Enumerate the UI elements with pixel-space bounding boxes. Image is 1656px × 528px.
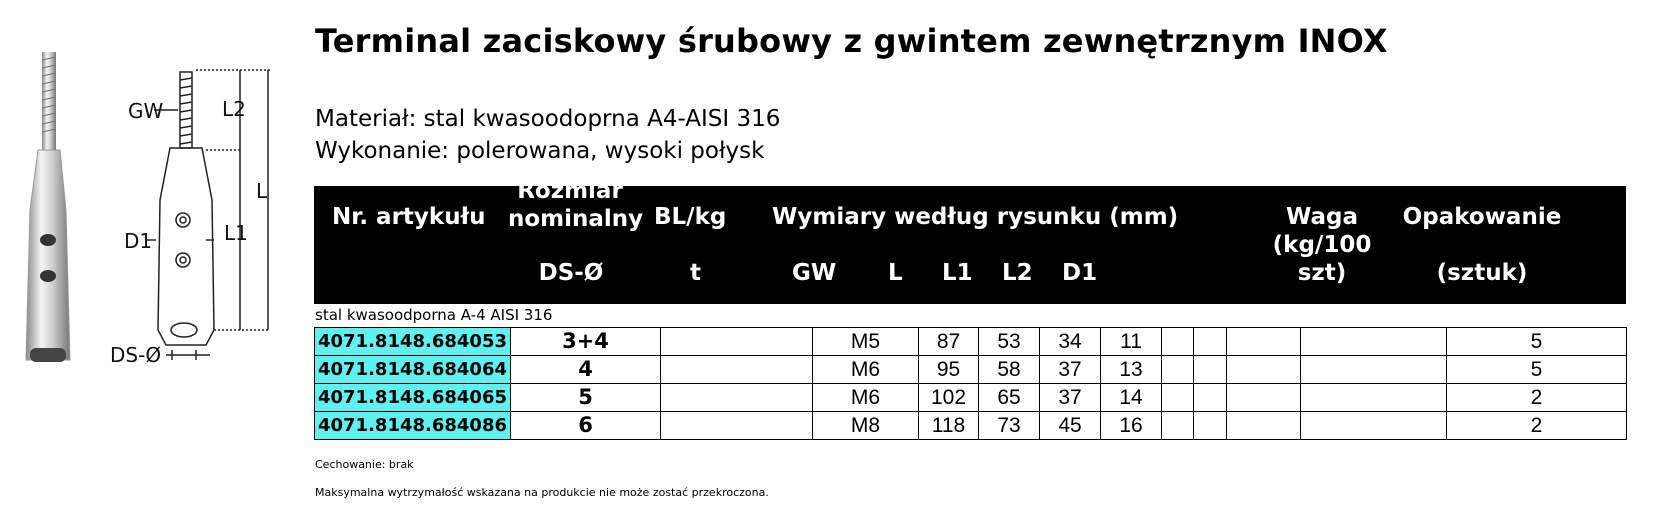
product-drawing (0, 0, 310, 528)
l1-cell: 53 (979, 328, 1040, 356)
empty-cell (1227, 328, 1301, 356)
table-row (315, 384, 1627, 412)
table-subheading: stal kwasoodporna A-4 AISI 316 (315, 306, 553, 324)
l-cell: 102 (919, 384, 979, 412)
header-bl-sub: t (690, 260, 701, 286)
bl-cell (661, 412, 813, 440)
l1-cell: 65 (979, 384, 1040, 412)
header-nominal-top: Rozmiar (517, 178, 623, 204)
article-cell: 4071.8148.684064 (315, 356, 511, 384)
header-dims: Wymiary według rysunku (mm) (772, 204, 1179, 230)
header-article: Nr. artykułu (332, 204, 486, 230)
pack-cell: 5 (1447, 328, 1627, 356)
table-row (315, 412, 1627, 440)
header-nominal-mid: nominalny (508, 206, 644, 232)
empty-cell (1194, 356, 1227, 384)
label-l: L (256, 179, 268, 203)
header-pack-sub: (sztuk) (1436, 260, 1528, 286)
header-weight-3: szt) (1297, 260, 1347, 286)
bl-cell (661, 356, 813, 384)
l-cell: 118 (919, 412, 979, 440)
empty-cell (1162, 356, 1194, 384)
l1-cell: 73 (979, 412, 1040, 440)
empty-cell (1227, 384, 1301, 412)
gw-cell: M8 (813, 412, 919, 440)
gw-cell: M5 (813, 328, 919, 356)
marking-note: Cechowanie: brak (315, 458, 414, 471)
weight-cell (1301, 412, 1447, 440)
empty-cell (1194, 412, 1227, 440)
product-table (314, 327, 1627, 440)
article-cell: 4071.8148.684086 (315, 412, 511, 440)
empty-cell (1162, 384, 1194, 412)
label-gw: GW (128, 99, 164, 123)
table-row (315, 356, 1627, 384)
header-l: L (888, 260, 903, 286)
material-line: Materiał: stal kwasoodoprna A4-AISI 316 (315, 106, 781, 132)
empty-cell (1194, 328, 1227, 356)
finish-line: Wykonanie: polerowana, wysoki połysk (315, 138, 765, 164)
bl-cell (661, 384, 813, 412)
l2-cell: 45 (1040, 412, 1101, 440)
article-cell: 4071.8148.684053 (315, 328, 511, 356)
l-cell: 95 (919, 356, 979, 384)
d1-cell: 11 (1101, 328, 1162, 356)
label-l1: L1 (224, 221, 248, 245)
table-header (314, 178, 1626, 304)
header-nominal-sub: DS-Ø (538, 260, 604, 286)
label-d1: D1 (124, 229, 153, 253)
l2-cell: 37 (1040, 356, 1101, 384)
size-cell: 4 (511, 356, 661, 384)
l2-cell: 37 (1040, 384, 1101, 412)
weight-cell (1301, 356, 1447, 384)
l-cell: 87 (919, 328, 979, 356)
gw-cell: M6 (813, 356, 919, 384)
pack-cell: 5 (1447, 356, 1627, 384)
bl-cell (661, 328, 813, 356)
d1-cell: 16 (1101, 412, 1162, 440)
d1-cell: 13 (1101, 356, 1162, 384)
empty-cell (1194, 384, 1227, 412)
header-pack: Opakowanie (1402, 204, 1562, 230)
size-cell: 5 (511, 384, 661, 412)
size-cell: 3+4 (511, 328, 661, 356)
header-bl: BL/kg (654, 204, 727, 230)
header-weight-1: Waga (1285, 204, 1359, 230)
product-photo (26, 52, 70, 362)
d1-cell: 14 (1101, 384, 1162, 412)
pack-cell: 2 (1447, 412, 1627, 440)
label-ds: DS-Ø (110, 343, 162, 367)
header-l2: L2 (1002, 260, 1033, 286)
l2-cell: 34 (1040, 328, 1101, 356)
empty-cell (1162, 328, 1194, 356)
empty-cell (1227, 412, 1301, 440)
table-row (315, 328, 1627, 356)
weight-cell (1301, 384, 1447, 412)
empty-cell (1162, 412, 1194, 440)
label-l2: L2 (222, 97, 246, 121)
l1-cell: 58 (979, 356, 1040, 384)
article-cell: 4071.8148.684065 (315, 384, 511, 412)
gw-cell: M6 (813, 384, 919, 412)
header-weight-2: (kg/100 (1272, 232, 1372, 258)
weight-cell (1301, 328, 1447, 356)
empty-cell (1227, 356, 1301, 384)
size-cell: 6 (511, 412, 661, 440)
header-gw: GW (792, 260, 837, 286)
technical-drawing (146, 70, 270, 360)
header-d1: D1 (1062, 260, 1098, 286)
header-l1: L1 (942, 260, 973, 286)
strength-note: Maksymalna wytrzymałość wskazana na produkcie nie może zostać przekroczona. (315, 486, 769, 499)
pack-cell: 2 (1447, 384, 1627, 412)
page-title: Terminal zaciskowy śrubowy z gwintem zewnętrznym INOX (315, 22, 1388, 60)
